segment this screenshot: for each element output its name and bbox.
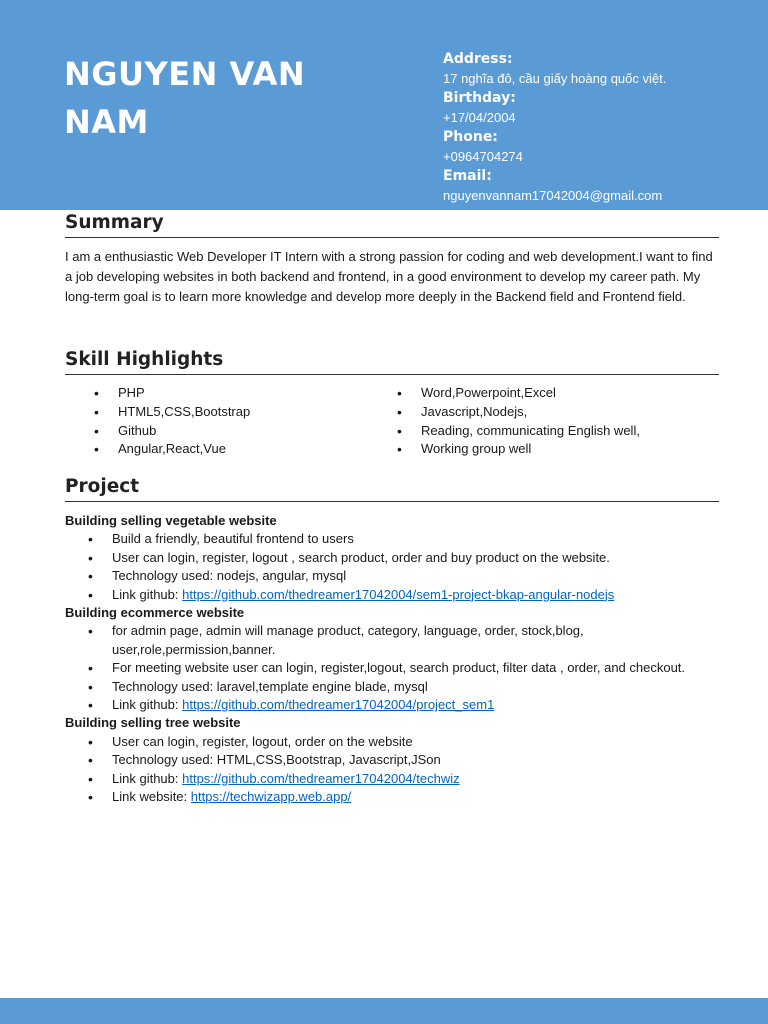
birthday-value: +17/04/2004: [443, 110, 516, 125]
skill-item: • Angular,React,Vue: [118, 440, 250, 459]
list-item: • Build a friendly, beautiful frontend to users: [112, 530, 725, 548]
list-item: [112, 586, 725, 604]
phone-value: +0964704274: [443, 149, 523, 164]
project-3-list: [65, 733, 725, 807]
list-item: • Technology used: nodejs, angular, mysql: [112, 567, 725, 585]
project-1-github-link[interactable]: https://github.com/thedreamer17042004/sem1-project-bkap-angular-nodejs: [182, 586, 615, 602]
skill-item: • HTML5,CSS,Bootstrap: [118, 403, 250, 422]
project-3-github-link[interactable]: https://github.com/thedreamer17042004/techwiz: [182, 770, 460, 786]
address-label: Address:: [443, 51, 513, 67]
list-item: • User can login, register, logout, order on the website: [112, 733, 725, 751]
project-2-list: [65, 622, 725, 714]
project-3-website-link[interactable]: https://techwizapp.web.app/: [190, 789, 352, 805]
skills-heading: Skill Highlights: [65, 349, 719, 375]
skill-item: • Github: [118, 422, 250, 441]
projects-section: [65, 512, 725, 807]
link-label: Link github:: [112, 697, 183, 713]
summary-text: I am a enthusiastic Web Developer IT Intern with a strong passion for coding and web development.I want to find a job developing websites in both backend and frontend, in a good environment to develop my career path. My long-term goal is to learn more knowledge and develop more deeply in the Backend field and Frontend field.: [65, 249, 713, 304]
email-label: Email:: [443, 168, 492, 184]
skill-item: • Reading, communicating English well,: [421, 422, 640, 441]
skill-item: • Working group well: [421, 440, 640, 459]
phone-label: Phone:: [443, 129, 498, 145]
birthday-label: Birthday:: [443, 90, 516, 106]
project-heading: Project: [65, 476, 719, 502]
list-item: [112, 788, 725, 806]
name-line-1: NGUYEN VAN: [64, 55, 306, 93]
link-label: Link github:: [112, 586, 183, 602]
skills-list-left: [118, 384, 250, 459]
skill-item: • Javascript,Nodejs,: [421, 403, 640, 422]
list-item: [112, 696, 725, 714]
project-2-github-link[interactable]: https://github.com/thedreamer17042004/project_sem1: [182, 697, 495, 713]
email-value: nguyenvannam17042004@gmail.com: [443, 188, 663, 203]
list-item: • Technology used: laravel,template engine blade, mysql: [112, 678, 725, 696]
list-item: • For meeting website user can login, register,logout, search product, filter data , order, and checkout.: [112, 659, 725, 677]
project-1-title: Building selling vegetable website: [65, 513, 277, 528]
link-label: Link website:: [112, 789, 191, 805]
list-item: • User can login, register, logout , search product, order and buy product on the website.: [112, 549, 725, 567]
project-3-title: Building selling tree website: [65, 715, 241, 731]
name-line-2: NAM: [64, 103, 149, 141]
full-name: [64, 50, 394, 146]
header-banner: [0, 0, 768, 210]
contact-info: [443, 50, 763, 206]
project-1-list: [65, 530, 725, 604]
skill-item: • Word,Powerpoint,Excel: [421, 384, 640, 403]
footer-band: [0, 998, 768, 1024]
list-item: • Technology used: HTML,CSS,Bootstrap, Javascript,JSon: [112, 751, 725, 769]
skills-list-right: [421, 384, 640, 459]
link-label: Link github:: [112, 770, 183, 786]
list-item: [112, 770, 725, 788]
summary-heading: Summary: [65, 212, 719, 238]
skill-item: • PHP: [118, 384, 250, 403]
project-2-title: Building ecommerce website: [65, 605, 245, 621]
list-item: • for admin page, admin will manage product, category, language, order, stock,blog, user,role,permission,banner.: [112, 622, 725, 659]
address-value: 17 nghĩa đô, cầu giấy hoàng quốc việt.: [443, 71, 667, 86]
